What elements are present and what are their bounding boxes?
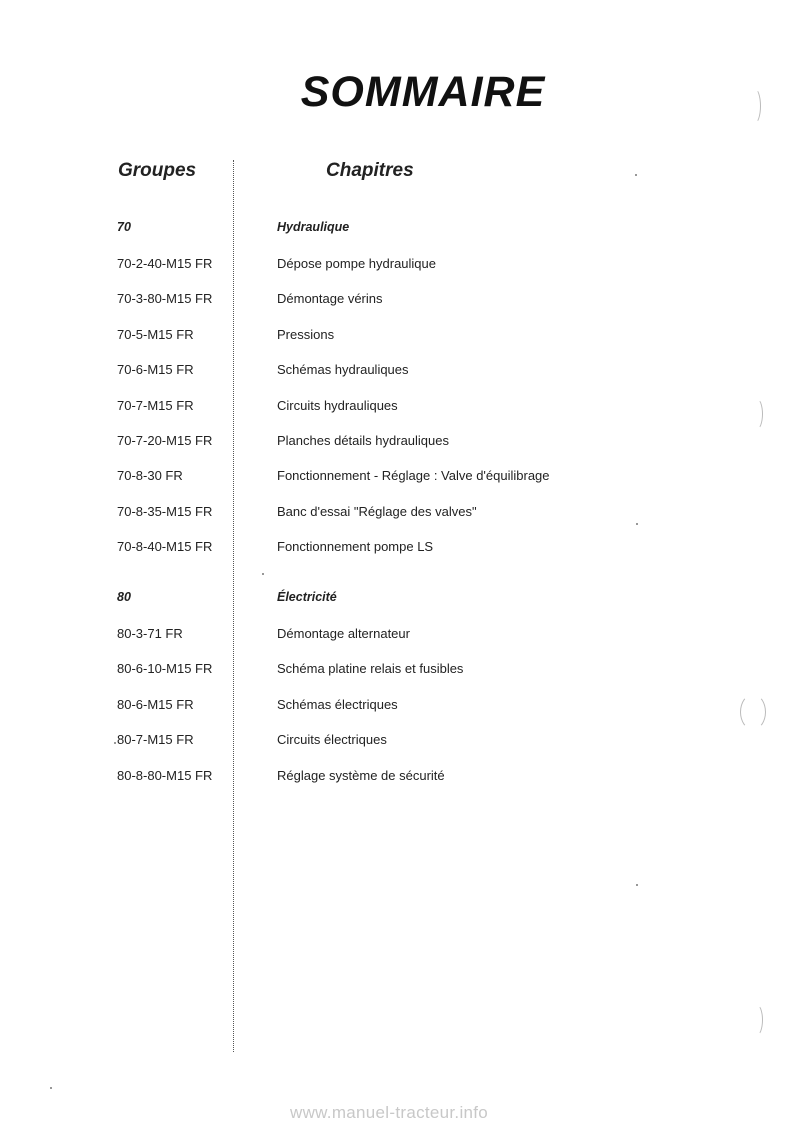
- group-code: 80-7-M15 FR: [117, 732, 194, 748]
- toc-row: [0, 626, 792, 661]
- chapter-title: Fonctionnement - Réglage : Valve d'équilibrage: [277, 468, 550, 484]
- chapter-title: Planches détails hydrauliques: [277, 432, 449, 448]
- group-code: 70-5-M15 FR: [117, 326, 194, 342]
- toc-row: [0, 539, 792, 574]
- section-heading: [0, 590, 792, 626]
- watermark[interactable]: www.manuel-tracteur.info: [290, 1103, 489, 1122]
- group-number: 80: [117, 590, 131, 604]
- chapter-title: Circuits hydrauliques: [277, 397, 398, 413]
- toc-row: [0, 398, 792, 433]
- group-code: 80-6-10-M15 FR: [117, 661, 213, 677]
- section-title: Hydraulique: [277, 220, 350, 234]
- toc-row: [0, 504, 792, 539]
- scan-speck: [114, 742, 116, 744]
- group-code: 80-6-M15 FR: [117, 696, 194, 712]
- scan-speck: [262, 573, 264, 575]
- toc-row: [0, 256, 792, 291]
- page-title: SOMMAIRE: [300, 68, 546, 116]
- scan-speck: [636, 884, 638, 886]
- chapter-title: Schémas hydrauliques: [277, 362, 409, 378]
- toc-row: [0, 291, 792, 326]
- chapter-title: Démontage vérins: [277, 291, 383, 307]
- chapters-column-header: Chapitres: [326, 160, 414, 181]
- scan-speck: [635, 174, 637, 176]
- group-code: 80-3-71 FR: [117, 626, 183, 641]
- toc-row: [0, 362, 792, 397]
- group-code: 70-2-40-M15 FR: [117, 256, 213, 271]
- binder-hole-mark: [750, 398, 763, 430]
- binder-hole-mark: [740, 694, 766, 730]
- binder-hole-mark: [750, 1004, 763, 1036]
- toc-row: [0, 697, 792, 732]
- chapter-title: Circuits électriques: [277, 732, 387, 748]
- chapter-title: Dépose pompe hydraulique: [277, 256, 436, 271]
- group-code: 70-6-M15 FR: [117, 362, 194, 378]
- chapter-title: Réglage système de sécurité: [277, 767, 445, 783]
- toc-row: [0, 768, 792, 803]
- chapter-title: Schémas électriques: [277, 696, 398, 712]
- chapter-title: Démontage alternateur: [277, 626, 410, 641]
- group-code: 70-3-80-M15 FR: [117, 291, 213, 307]
- section-heading: [0, 220, 792, 256]
- group-code: 70-8-40-M15 FR: [117, 539, 213, 555]
- group-code: 70-8-35-M15 FR: [117, 503, 213, 519]
- toc-row: [0, 327, 792, 362]
- group-number: 70: [117, 220, 131, 234]
- group-code: 70-7-20-M15 FR: [117, 432, 213, 448]
- group-code: 80-8-80-M15 FR: [117, 767, 213, 783]
- group-code: 70-7-M15 FR: [117, 397, 194, 413]
- group-code: 70-8-30 FR: [117, 468, 183, 484]
- section-electricite: [0, 590, 792, 803]
- chapter-title: Pressions: [277, 326, 335, 342]
- section-hydraulique: [0, 220, 792, 575]
- chapter-title: Banc d'essai "Réglage des valves": [277, 503, 477, 519]
- chapter-title: Fonctionnement pompe LS: [277, 539, 434, 555]
- binder-hole-mark: [748, 88, 761, 124]
- scan-speck: [50, 1087, 52, 1089]
- scan-speck: [636, 523, 638, 525]
- toc-row: [0, 468, 792, 503]
- groups-column-header: Groupes: [118, 160, 197, 181]
- toc-row: [0, 433, 792, 468]
- toc-row: [0, 661, 792, 696]
- chapter-title: Schéma platine relais et fusibles: [277, 661, 464, 677]
- section-title: Électricité: [277, 590, 337, 604]
- toc-row: [0, 732, 792, 767]
